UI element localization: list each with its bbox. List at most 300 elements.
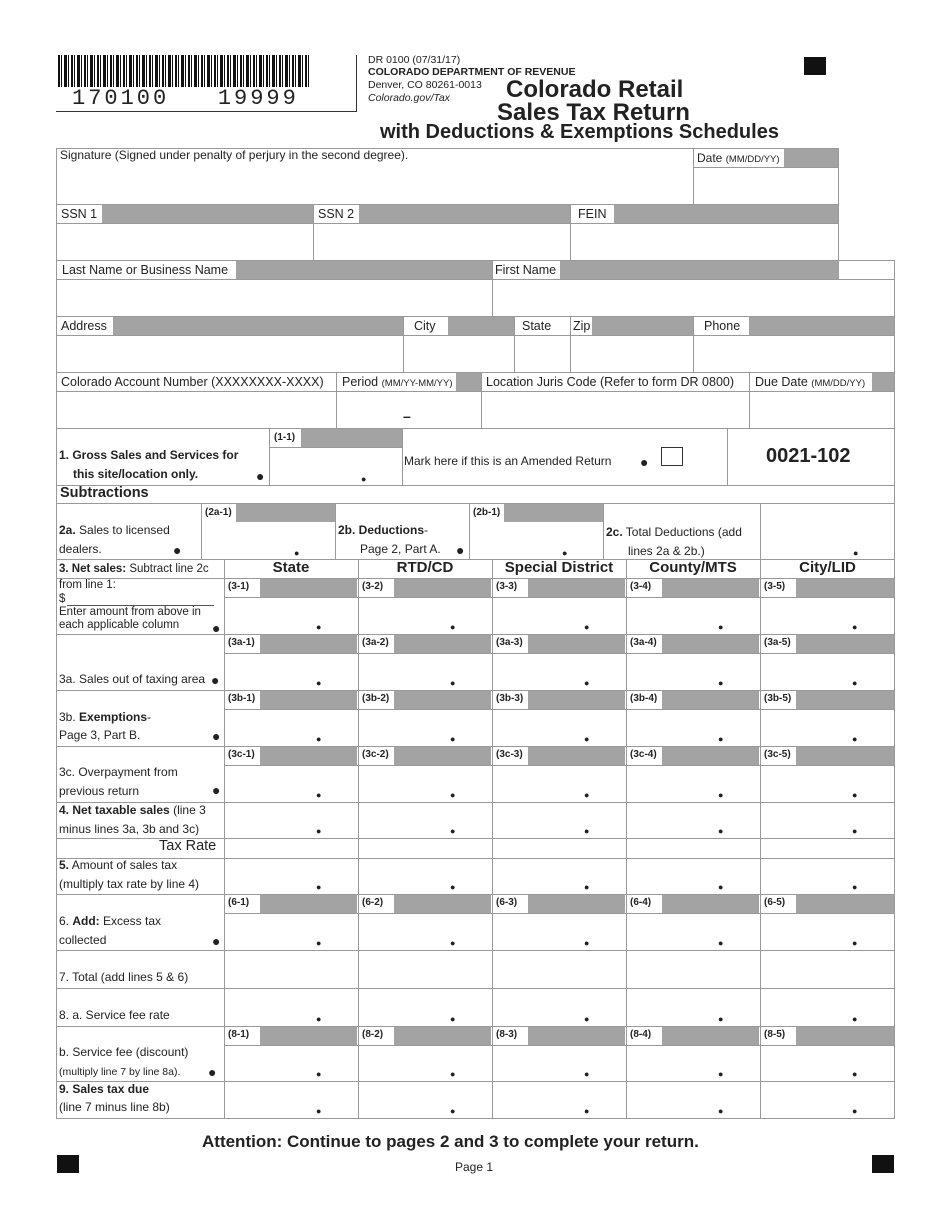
decimal-point: ●	[718, 826, 724, 836]
line2b-num: 2b. Deductions	[338, 523, 425, 537]
code-rule	[627, 1045, 760, 1046]
line3c-label: 3c. Overpayment from	[59, 765, 178, 779]
code-rule	[359, 597, 492, 598]
amount-cell[interactable]	[358, 1081, 492, 1118]
fein-label: FEIN	[578, 207, 607, 221]
code-shade	[260, 691, 357, 709]
code-shade	[260, 635, 357, 653]
registration-mark-top-right	[804, 57, 826, 75]
code-shade	[528, 691, 625, 709]
first-name-shade	[560, 261, 839, 279]
amended-checkbox[interactable]	[661, 447, 683, 466]
decimal-point: ●	[718, 1106, 724, 1116]
decimal-point: ●	[852, 1014, 858, 1024]
address-label: Address	[61, 319, 107, 333]
line2c-amount-field[interactable]	[760, 503, 895, 560]
line4-text: (line 3	[169, 803, 206, 817]
cell-code: (3a-4)	[630, 637, 657, 648]
decimal-point: ●	[316, 734, 322, 744]
cell-code: (8-1)	[228, 1029, 250, 1040]
code-shade	[796, 635, 894, 653]
date-format: (MM/DD/YY)	[725, 154, 780, 165]
line1-rule	[270, 447, 402, 448]
decimal-point: ●	[852, 1069, 858, 1079]
department: COLORADO DEPARTMENT OF REVENUE	[368, 66, 576, 78]
cell-code: (3a-2)	[362, 637, 389, 648]
decimal-point: ●	[718, 938, 724, 948]
decimal-point: ●	[718, 678, 724, 688]
decimal-point: ●	[450, 1106, 456, 1116]
decimal-point: ●	[852, 678, 858, 688]
line5-label-b: (multiply tax rate by line 4)	[59, 877, 200, 891]
amount-cell[interactable]	[224, 802, 358, 838]
amount-cell[interactable]	[626, 1081, 760, 1118]
line3b-label	[59, 708, 151, 726]
fein-shade	[614, 205, 838, 223]
line1-decimal: ●	[361, 474, 367, 484]
title-line2: Sales Tax Return	[497, 99, 690, 126]
line3b-dash: -	[147, 710, 152, 724]
line2c-label	[606, 523, 742, 541]
line5-num: 5.	[59, 858, 70, 872]
cell-code: (6-4)	[630, 897, 652, 908]
date-label	[697, 151, 780, 165]
amount-cell[interactable]	[358, 858, 492, 894]
line6-label-b: collected	[59, 933, 107, 947]
amount-cell[interactable]	[626, 802, 760, 838]
amount-cell[interactable]	[760, 838, 895, 858]
code-shade	[662, 579, 759, 597]
cell-code: (3-1)	[228, 581, 250, 592]
code-shade	[662, 747, 759, 765]
line3c-label-b: previous return	[59, 784, 140, 798]
signature-label: Signature (Signed under penalty of perjury in the second degree).	[60, 148, 409, 162]
cell-code: (3b-2)	[362, 693, 390, 704]
line7-label: 7. Total (add lines 5 & 6)	[59, 970, 189, 984]
line6-bullet: ●	[212, 933, 221, 949]
amount-cell[interactable]	[760, 950, 895, 988]
first-name-label: First Name	[495, 263, 557, 277]
date-label-text: Date	[697, 151, 723, 165]
decimal-point: ●	[450, 678, 456, 688]
line2c-label-b: lines 2a & 2b.)	[628, 544, 705, 558]
code-shade	[260, 895, 357, 913]
ssn2-label: SSN 2	[318, 207, 355, 221]
code-rule	[761, 653, 895, 654]
amount-cell[interactable]	[492, 802, 626, 838]
last-name-label: Last Name or Business Name	[62, 263, 229, 277]
decimal-point: ●	[316, 938, 322, 948]
tax-rate-label: Tax Rate	[159, 838, 217, 854]
column-header-state: State	[272, 559, 310, 576]
code-rule	[761, 709, 895, 710]
cell-code: (3c-4)	[630, 749, 657, 760]
code-shade	[260, 579, 357, 597]
code-rule	[225, 709, 358, 710]
column-header-special-district: Special District	[504, 559, 614, 576]
cell-code: (6-5)	[764, 897, 786, 908]
code-shade	[796, 579, 894, 597]
cell-code: (3c-1)	[228, 749, 255, 760]
code-shade	[260, 1027, 357, 1045]
date-shade	[784, 149, 838, 167]
amount-cell[interactable]	[626, 838, 760, 858]
cell-code: (8-5)	[764, 1029, 786, 1040]
line3b-bullet: ●	[212, 728, 221, 744]
zip-label: Zip	[573, 319, 591, 333]
amount-cell[interactable]	[224, 858, 358, 894]
column-header-rtd: RTD/CD	[396, 559, 454, 576]
column-header-city: City/LID	[799, 559, 856, 576]
ssn1-shade	[102, 205, 313, 223]
decimal-point: ●	[584, 622, 590, 632]
amount-cell[interactable]	[492, 858, 626, 894]
amount-cell[interactable]	[492, 988, 626, 1026]
code-shade	[394, 691, 491, 709]
code-rule	[359, 653, 492, 654]
code-shade	[394, 747, 491, 765]
decimal-point: ●	[852, 1106, 858, 1116]
line2c-decimal: ●	[853, 548, 859, 558]
address-rule	[57, 335, 895, 336]
line3-label	[59, 562, 209, 576]
phone-shade	[749, 317, 894, 335]
amount-cell[interactable]	[358, 950, 492, 988]
amount-cell[interactable]	[760, 1081, 895, 1118]
line6-text: Excess tax	[99, 914, 162, 928]
code-shade	[796, 747, 894, 765]
code-rule	[627, 913, 760, 914]
line8b-label: b. Service fee (discount)	[59, 1045, 189, 1059]
code-shade	[394, 579, 491, 597]
amount-cell[interactable]	[626, 950, 760, 988]
decimal-point: ●	[584, 882, 590, 892]
code-shade	[528, 635, 625, 653]
code-rule	[225, 765, 358, 766]
due-date-label	[755, 375, 865, 389]
grid-row-line	[57, 1118, 895, 1119]
code-rule	[359, 765, 492, 766]
line2b-code: (2b-1)	[473, 507, 501, 518]
registration-mark-bottom-left	[57, 1155, 79, 1173]
code-shade	[796, 691, 894, 709]
form-id: DR 0100 (07/31/17)	[368, 54, 461, 66]
code-rule	[225, 1045, 358, 1046]
line2a-label-b: dealers.	[59, 542, 102, 556]
line3b-label-b: Page 3, Part B.	[59, 728, 141, 742]
due-date-shade	[872, 373, 894, 391]
cell-code: (3a-5)	[764, 637, 791, 648]
juris-code-label: Location Juris Code (Refer to form DR 0800)	[486, 375, 735, 389]
code-rule	[225, 653, 358, 654]
attention-note: Attention: Continue to pages 2 and 3 to complete your return.	[202, 1132, 699, 1151]
cell-code: (6-2)	[362, 897, 384, 908]
due-date-format: (MM/DD/YY)	[811, 378, 866, 389]
code-shade	[662, 895, 759, 913]
decimal-point: ●	[718, 790, 724, 800]
code-rule	[761, 597, 895, 598]
line3-label-d: Enter amount from above in	[59, 606, 201, 618]
period-dash: –	[403, 408, 411, 424]
cell-code: (6-1)	[228, 897, 250, 908]
decimal-point: ●	[718, 622, 724, 632]
address-shade	[113, 317, 403, 335]
line1-bullet: ●	[256, 468, 265, 484]
code-rule	[493, 709, 626, 710]
code-shade	[394, 1027, 491, 1045]
code-rule	[761, 1045, 895, 1046]
decimal-point: ●	[450, 938, 456, 948]
line1-label-a: 1. Gross Sales and Services for	[59, 448, 239, 462]
code-rule	[359, 709, 492, 710]
code-shade	[260, 747, 357, 765]
decimal-point: ●	[450, 882, 456, 892]
date-rule	[694, 167, 838, 168]
line3-dollar: $	[59, 593, 66, 605]
line2a-bullet: ●	[173, 542, 182, 558]
cell-code: (3b-5)	[764, 693, 792, 704]
period-label	[342, 375, 453, 389]
cell-code: (3a-3)	[496, 637, 523, 648]
amount-cell[interactable]	[760, 988, 895, 1026]
code-rule	[761, 765, 895, 766]
line8a-label: 8. a. Service fee rate	[59, 1008, 170, 1022]
title-line1: Colorado Retail	[506, 76, 684, 103]
code-shade	[662, 691, 759, 709]
decimal-point: ●	[718, 1014, 724, 1024]
decimal-point: ●	[450, 790, 456, 800]
phone-label: Phone	[704, 319, 741, 333]
line2b-label-b: Page 2, Part A.	[360, 542, 441, 556]
last-name-shade	[236, 261, 492, 279]
decimal-point: ●	[584, 678, 590, 688]
line3a-bullet: ●	[211, 672, 220, 688]
code-rule	[359, 913, 492, 914]
subtractions-heading: Subtractions	[60, 485, 149, 501]
line4-label-b: minus lines 3a, 3b and 3c)	[59, 822, 200, 836]
cell-code: (3c-2)	[362, 749, 389, 760]
code-rule	[627, 653, 760, 654]
line2b-shade	[504, 504, 603, 522]
cell-code: (6-3)	[496, 897, 518, 908]
line1-shade	[301, 429, 402, 447]
code-shade	[662, 635, 759, 653]
cell-code: (3a-1)	[228, 637, 255, 648]
decimal-point: ●	[584, 1106, 590, 1116]
decimal-point: ●	[316, 622, 322, 632]
decimal-point: ●	[584, 938, 590, 948]
decimal-point: ●	[852, 826, 858, 836]
due-date-label-text: Due Date	[755, 375, 808, 389]
code-rule	[493, 765, 626, 766]
line8b-label-b: (multiply line 7 by line 8a).	[59, 1066, 181, 1078]
code-shade	[796, 895, 894, 913]
decimal-point: ●	[718, 882, 724, 892]
website: Colorado.gov/Tax	[368, 92, 450, 104]
line5-label	[59, 856, 177, 874]
code-rule	[225, 597, 358, 598]
line9-label-b: (line 7 minus line 8b)	[59, 1100, 170, 1114]
line2a-label	[59, 521, 170, 539]
cell-code: (3b-3)	[496, 693, 524, 704]
zip-shade	[592, 317, 693, 335]
code-shade	[796, 1027, 894, 1045]
decimal-point: ●	[852, 882, 858, 892]
decimal-point: ●	[584, 734, 590, 744]
amended-label: Mark here if this is an Amended Return	[404, 454, 612, 468]
decimal-point: ●	[584, 790, 590, 800]
city-shade	[448, 317, 514, 335]
decimal-point: ●	[852, 790, 858, 800]
cell-code: (3-4)	[630, 581, 652, 592]
line3-label-b: from line 1:	[59, 579, 116, 591]
decimal-point: ●	[450, 734, 456, 744]
amount-cell[interactable]	[760, 858, 895, 894]
amended-bullet: ●	[640, 454, 649, 470]
city-label: City	[414, 319, 436, 333]
line6-bold: Add:	[72, 914, 100, 928]
state-label: State	[522, 319, 552, 333]
decimal-point: ●	[450, 1014, 456, 1024]
ssn1-label: SSN 1	[61, 207, 98, 221]
amount-cell[interactable]	[626, 988, 760, 1026]
line2a-decimal: ●	[294, 548, 300, 558]
period-label-text: Period	[342, 375, 379, 389]
cell-code: (3c-5)	[764, 749, 791, 760]
code-shade	[394, 895, 491, 913]
decimal-point: ●	[316, 882, 322, 892]
code-rule	[493, 597, 626, 598]
line6-label	[59, 912, 161, 930]
decimal-point: ●	[316, 826, 322, 836]
cell-code: (3c-3)	[496, 749, 523, 760]
code-shade	[528, 747, 625, 765]
cell-code: (3b-1)	[228, 693, 256, 704]
ssn-rule	[57, 223, 839, 224]
column-header-county: County/MTS	[649, 559, 737, 576]
line2b-text: -	[424, 523, 429, 537]
code-rule	[493, 653, 626, 654]
code-rule	[627, 709, 760, 710]
subtractions-heading-row	[56, 485, 895, 504]
decimal-point: ●	[852, 938, 858, 948]
amount-cell[interactable]	[358, 988, 492, 1026]
account-number-label: Colorado Account Number (XXXXXXXX-XXXX)	[61, 375, 324, 389]
cell-code: (3b-4)	[630, 693, 658, 704]
line4-label	[59, 801, 206, 819]
period-shade	[456, 373, 481, 391]
amount-cell[interactable]	[224, 988, 358, 1026]
amount-cell[interactable]	[492, 950, 626, 988]
code-shade	[528, 579, 625, 597]
amount-cell[interactable]	[492, 1081, 626, 1118]
line6-num: 6.	[59, 914, 73, 928]
cell-code: (8-2)	[362, 1029, 384, 1040]
registration-mark-bottom-right	[872, 1155, 894, 1173]
line2a-code: (2a-1)	[205, 507, 232, 518]
line9-label: 9. Sales tax due	[59, 1082, 150, 1096]
code-rule	[761, 913, 895, 914]
code-shade	[528, 1027, 625, 1045]
decimal-point: ●	[584, 1014, 590, 1024]
decimal-point: ●	[450, 1069, 456, 1079]
line2b-decimal: ●	[562, 548, 568, 558]
amount-cell[interactable]	[358, 838, 492, 858]
page-number: Page 1	[455, 1160, 494, 1174]
account-rule	[57, 391, 895, 392]
decimal-point: ●	[316, 1069, 322, 1079]
decimal-point: ●	[852, 734, 858, 744]
line1-code: (1-1)	[274, 432, 296, 443]
amount-cell[interactable]	[224, 1081, 358, 1118]
amount-cell[interactable]	[760, 802, 895, 838]
code-rule	[225, 913, 358, 914]
department-address: Denver, CO 80261-0013	[368, 79, 482, 91]
decimal-point: ●	[450, 826, 456, 836]
line3b-num: 3b.	[59, 710, 80, 724]
cell-code: (3-2)	[362, 581, 384, 592]
code-shade	[528, 895, 625, 913]
line2c-text: Total Deductions (add	[622, 525, 742, 539]
amount-cell[interactable]	[358, 802, 492, 838]
decimal-point: ●	[316, 1106, 322, 1116]
code-rule	[493, 913, 626, 914]
cell-code: (8-3)	[496, 1029, 518, 1040]
line8b-bullet: ●	[208, 1064, 217, 1080]
decimal-point: ●	[316, 790, 322, 800]
amount-cell[interactable]	[224, 838, 358, 858]
form-number-divider	[727, 429, 728, 485]
title-line3: with Deductions & Exemptions Schedules	[380, 121, 779, 143]
cell-code: (8-4)	[630, 1029, 652, 1040]
amount-cell[interactable]	[626, 858, 760, 894]
decimal-point: ●	[718, 1069, 724, 1079]
amount-cell[interactable]	[492, 838, 626, 858]
line4-num: 4. Net taxable sales	[59, 803, 170, 817]
code-rule	[627, 765, 760, 766]
line3b-bold: Exemptions	[79, 710, 148, 724]
line2a-num: 2a.	[59, 523, 76, 537]
decimal-point: ●	[450, 622, 456, 632]
ssn2-shade	[359, 205, 570, 223]
decimal-point: ●	[584, 1069, 590, 1079]
line2b-bullet: ●	[456, 542, 465, 558]
period-format: (MM/YY-MM/YY)	[381, 378, 453, 389]
barcode-number: 170100 19999	[72, 86, 299, 111]
code-rule	[359, 1045, 492, 1046]
amount-cell[interactable]	[224, 950, 358, 988]
decimal-point: ●	[316, 678, 322, 688]
line3-bullet: ●	[212, 620, 221, 636]
cell-code: (3-5)	[764, 581, 786, 592]
line2a-text: Sales to licensed	[75, 523, 170, 537]
code-rule	[627, 597, 760, 598]
barcode-underline	[56, 111, 356, 112]
line3-text: Subtract line 2c	[126, 563, 209, 575]
line1-label-b: this site/location only.	[73, 467, 199, 481]
decimal-point: ●	[316, 1014, 322, 1024]
line5-text: Amount of sales tax	[69, 858, 178, 872]
decimal-point: ●	[852, 622, 858, 632]
line2c-num: 2c.	[606, 525, 623, 539]
decimal-point: ●	[584, 826, 590, 836]
barcode	[58, 55, 310, 87]
decimal-point: ●	[718, 734, 724, 744]
name-rule	[57, 279, 895, 280]
cell-code: (3-3)	[496, 581, 518, 592]
code-rule	[493, 1045, 626, 1046]
code-shade	[662, 1027, 759, 1045]
